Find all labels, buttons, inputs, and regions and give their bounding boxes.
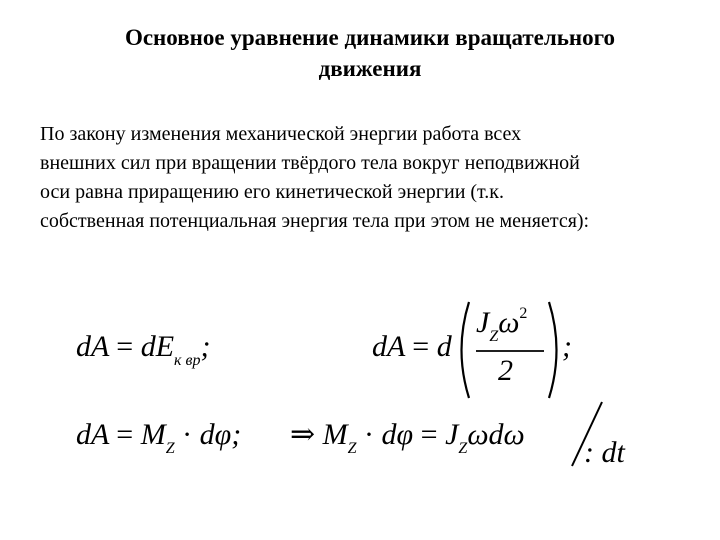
eq2-semicolon-wrap <box>562 330 572 364</box>
paragraph-line-1: По закону изменения механической энергии работа всех <box>40 123 522 145</box>
eq4-divide-wrap <box>584 436 625 470</box>
eq2-denominator <box>498 354 513 388</box>
eq4-dphi: dφ <box>381 418 414 451</box>
title-line-1: Основное уравнение динамики вращательного <box>124 25 616 50</box>
eq2-num-omega: ω <box>498 306 520 339</box>
equation-kinetic-energy <box>76 330 210 369</box>
slide-title <box>40 22 700 84</box>
eq4-omega-domega: ωdω <box>467 418 525 451</box>
implies-arrow: ⇒ <box>290 418 316 451</box>
eq4-M: M <box>322 418 348 451</box>
eq2-d: d <box>436 330 452 363</box>
eq2-num-J: J <box>476 306 490 339</box>
eq4-subscript-J: Z <box>458 440 468 457</box>
eq4-J: J <box>445 418 459 451</box>
eq2-semicolon: ; <box>562 330 572 363</box>
eq2-equals: = <box>412 330 430 363</box>
eq3-equals: = <box>116 418 134 451</box>
paragraph-line-4: собственная потенциальная энергия тела при этом не меняется): <box>40 210 590 232</box>
eq3-subscript: Z <box>165 440 175 457</box>
eq3-M: M <box>140 418 166 451</box>
eq4-equals: = <box>420 418 438 451</box>
eq3-semicolon: ; <box>231 418 242 451</box>
eq1-subscript: к вр <box>174 352 201 369</box>
fraction-bar <box>476 349 546 353</box>
eq3-dot: · <box>182 418 193 451</box>
eq4-dot: · <box>364 418 375 451</box>
paragraph-line-3: оси равна приращению его кинетической энергии (т.к. <box>40 181 505 203</box>
left-paren <box>452 300 472 400</box>
eq2-num-power: 2 <box>519 305 528 322</box>
eq4-divide-dt: : dt <box>584 436 625 469</box>
eq2-den: 2 <box>498 354 513 387</box>
title-line-2: движения <box>318 56 422 81</box>
eq1-rhs: dE <box>140 330 175 363</box>
eq4-subscript-M: Z <box>347 440 357 457</box>
equation-result <box>290 418 525 457</box>
equation-kinetic-differential <box>372 330 452 364</box>
eq2-num-Z: Z <box>489 328 499 345</box>
eq1-lhs: dA <box>76 330 109 363</box>
eq1-semicolon: ; <box>200 330 211 363</box>
body-paragraph <box>40 120 700 236</box>
eq1-equals: = <box>116 330 134 363</box>
eq2-lhs: dA <box>372 330 405 363</box>
eq3-lhs: dA <box>76 418 109 451</box>
eq3-dphi: dφ <box>199 418 232 451</box>
eq2-numerator <box>476 306 527 345</box>
equation-work-moment <box>76 418 241 457</box>
paragraph-line-2: внешних сил при вращении твёрдого тела вокруг неподвижной <box>40 152 580 174</box>
